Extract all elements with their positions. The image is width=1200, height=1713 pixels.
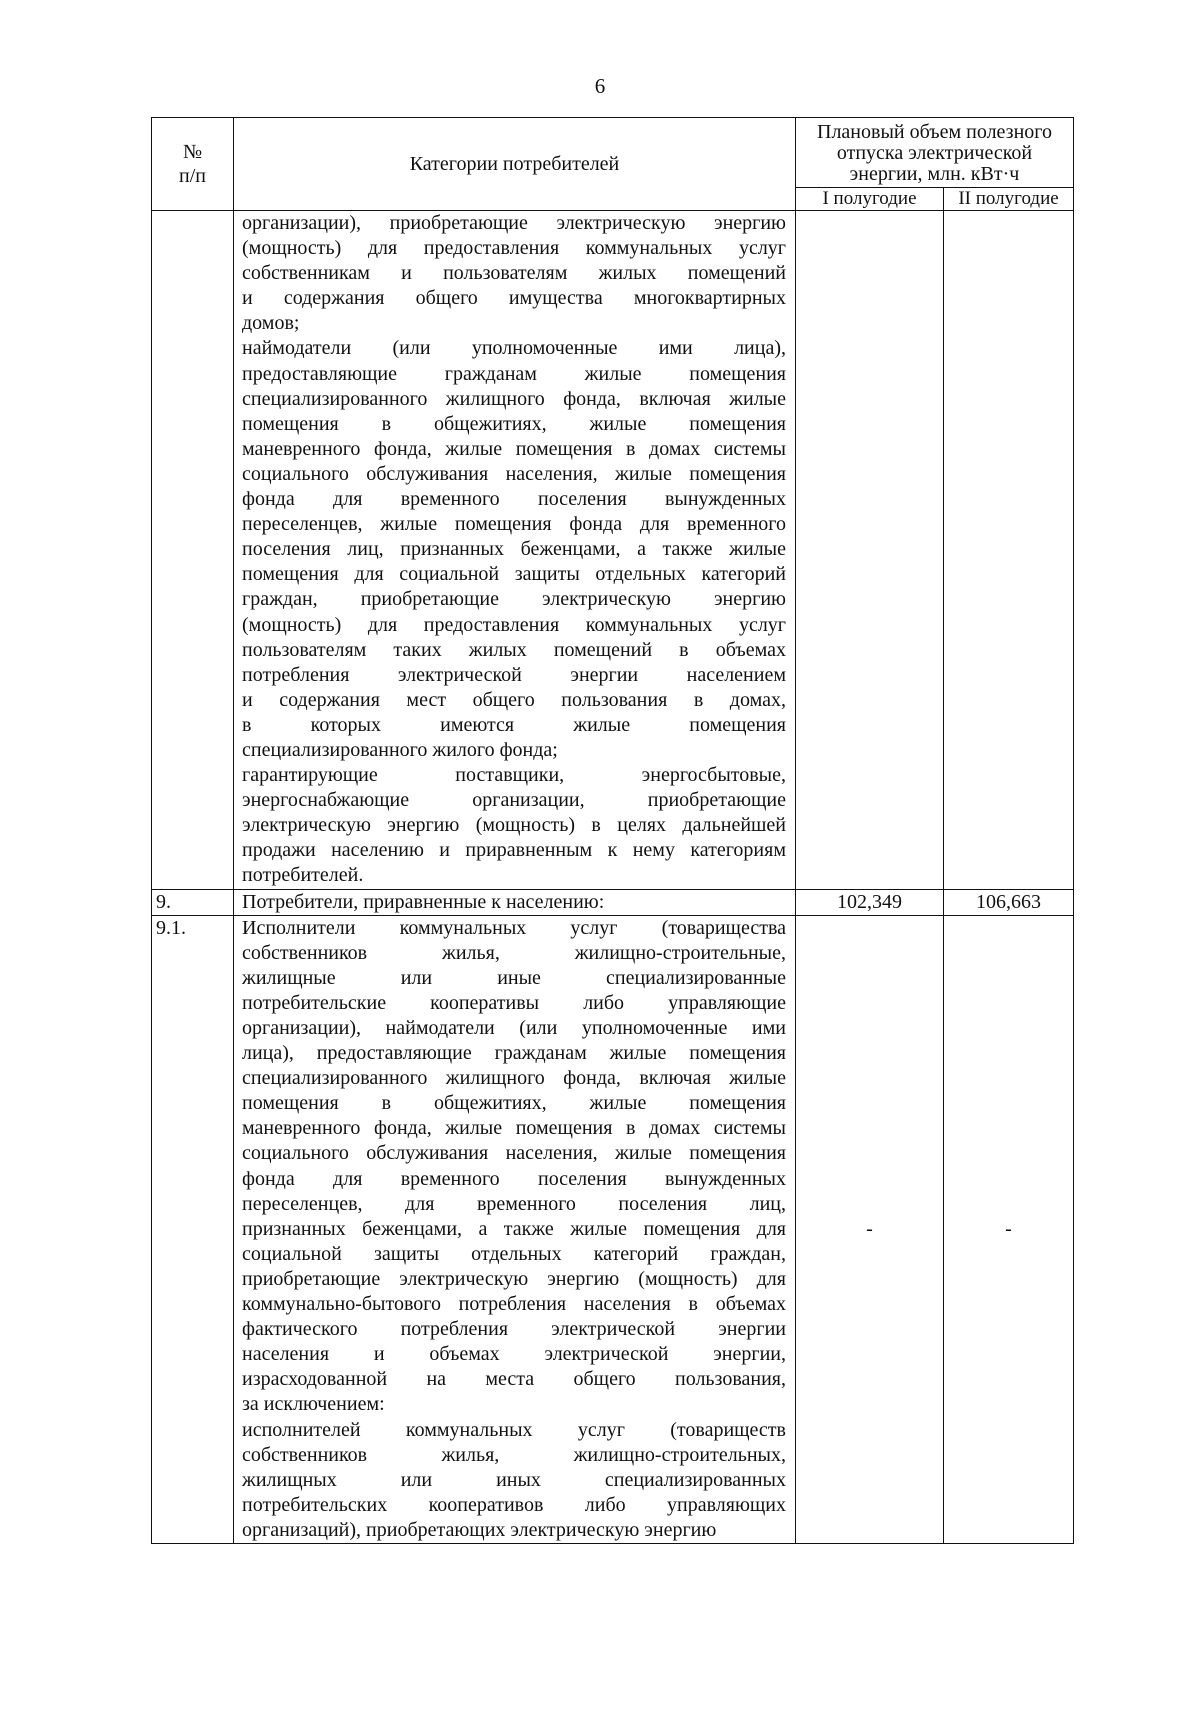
table-row [152,915,1074,1543]
row-text-line: населения и объемах электрической энергии, [242,1343,786,1366]
row-text-line: продажи населению и приравненным к нему категориям [242,839,786,862]
row-text-line: потребления электрической энергии населением [242,663,786,686]
table-header-row [152,118,1074,188]
row-half1-value: 102,349 [796,889,944,915]
header-number-abbr: п/п [179,165,206,187]
row-text-line: энергоснабжающие организации, приобретающие [242,789,786,812]
row-text-line: Исполнители коммунальных услуг (товарищества [242,916,786,939]
page-number: 6 [594,74,606,98]
row-text-line: собственников жилья, жилищно-строительные, [242,941,786,964]
row-text-line: фонда для временного поселения вынужденных [242,488,786,511]
row-text-line: социального обслуживания населения, жилые помещения [242,1142,786,1165]
row-text-line: коммунально-бытового потребления населения в объемах [242,1293,786,1316]
row-text-line: домов; [242,312,300,335]
row-text-line: социальной защиты отдельных категорий граждан, [242,1242,786,1265]
row-text-line: переселенцев, жилые помещения фонда для временного [242,513,786,536]
row-text-line: помещения в общежитиях, жилые помещения [242,1092,786,1115]
row-text-line: помещения для социальной защиты отдельных категорий [242,563,786,586]
row-text-line: специализированного жилищного фонда, включая жилые [242,1067,786,1090]
row-lines [242,211,786,889]
row-text-line: электрическую энергию (мощность) в целях дальнейшей [242,814,786,837]
row-text-line: маневренного фонда, жилые помещения в домах системы [242,1117,786,1140]
row-text-line: организаций), приобретающих электрическую энергию [242,1518,717,1541]
row-number: 9.1. [152,915,234,1543]
row-text-line: за исключением: [242,1393,385,1416]
row-text-line: и содержания мест общего пользования в домах, [242,688,786,711]
row-text-line: социального обслуживания населения, жилые помещения [242,462,786,485]
header-half2-cell: II полугодие [944,188,1074,211]
row-text-line: фактического потребления электрической энергии [242,1318,786,1341]
table-row [152,211,1074,890]
row-text-line: и содержания общего имущества многоквартирных [242,287,786,310]
row-number [152,211,234,890]
header-half1-cell: I полугодие [796,188,944,211]
row-text-line: собственникам и пользователям жилых помещений [242,262,786,285]
row-text-line: граждан, приобретающие электрическую энергию [242,588,786,611]
row-text-line: поселения лиц, признанных беженцами, а также жилые [242,538,786,561]
row-half2-value [944,211,1074,890]
row-text-line: организации), наймодатели (или уполномоченные ими [242,1017,786,1039]
row-text-line: маневренного фонда, жилые помещения в домах системы [242,437,786,460]
header-number-cell [152,118,234,211]
row-category-text [234,915,796,1543]
table-row [152,889,1074,915]
row-text-line: потребительских кооперативов либо управляющих [242,1493,786,1516]
row-text-line: специализированного жилого фонда; [242,738,558,761]
row-text-line: жилищных или иных специализированных [242,1468,786,1491]
row-text-line: (мощность) для предоставления коммунальных услуг [242,237,786,260]
row-half2-value: - [944,915,1074,1543]
row-category-text [234,889,796,915]
row-text-line: потребителей. [242,864,364,887]
row-text-line: наймодатели (или уполномоченные ими лица), [242,337,786,360]
row-text-line: предоставляющие гражданам жилые помещения [242,362,786,385]
row-text-line: организации), приобретающие электрическую энергию [242,212,786,234]
row-text-line: переселенцев, для временного поселения лиц, [242,1192,786,1215]
row-text-line: признанных беженцами, а также жилые помещения для [242,1217,786,1240]
row-lines [242,916,786,1543]
row-text-line: исполнителей коммунальных услуг (товариществ [242,1418,786,1441]
row-text-line: Потребители, приравненные к населению: [242,890,605,913]
row-text-line: израсходованной на места общего пользования, [242,1368,786,1391]
consumer-volume-table [151,117,1074,1544]
row-text-line: жилищные или иные специализированные [242,966,786,989]
row-text-line: пользователям таких жилых помещений в объемах [242,638,786,661]
row-text-line: (мощность) для предоставления коммунальных услуг [242,613,786,636]
row-half1-value [796,211,944,890]
header-volume-cell: Плановый объем полезного отпуска электрической энергии, млн. кВт·ч [796,118,1074,188]
row-text-line: фонда для временного поселения вынужденных [242,1167,786,1190]
row-half1-value: - [796,915,944,1543]
row-half2-value: 106,663 [944,889,1074,915]
header-number-symbol: № [182,141,203,163]
row-text-line: потребительские кооперативы либо управляющие [242,991,786,1014]
row-text-line: специализированного жилищного фонда, включая жилые [242,387,786,410]
row-text-line: помещения в общежитиях, жилые помещения [242,412,786,435]
row-text-line: в которых имеются жилые помещения [242,713,786,736]
header-category-cell: Категории потребителей [234,118,796,211]
row-text-line: гарантирующие поставщики, энергосбытовые, [242,764,786,787]
row-text-line: собственников жилья, жилищно-строительных, [242,1443,786,1466]
row-category-text [234,211,796,890]
row-text-line: приобретающие электрическую энергию (мощность) для [242,1267,786,1290]
row-number: 9. [152,889,234,915]
row-text-line: лица), предоставляющие гражданам жилые помещения [242,1042,786,1065]
